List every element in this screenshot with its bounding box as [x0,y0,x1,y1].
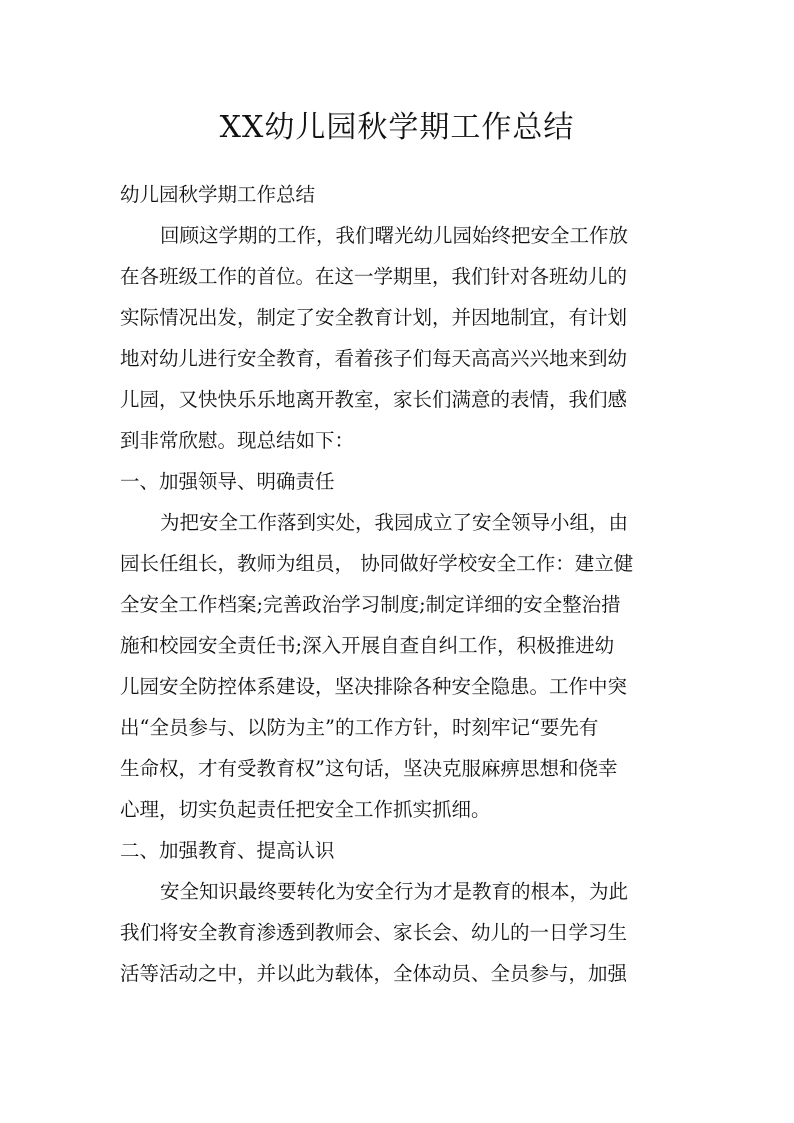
paragraph-line: 地对幼儿进行安全教育，看着孩子们每天高高兴兴地来到幼 [120,347,628,370]
paragraph-line: 活等活动之中，并以此为载体，全体动员、全员参与，加强 [120,962,628,985]
paragraph-line: 出“全员参与、以防为主”的工作方针，时刻牢记“要先有 [120,716,599,739]
paragraph-line: 儿园安全防控体系建设，坚决排除各种安全隐患。工作中突 [120,675,628,698]
section-heading: 二、加强教育、提高认识 [120,839,335,862]
paragraph-line: 安全知识最终要转化为安全行为才是教育的根本，为此 [160,880,629,903]
paragraph-line: 我们将安全教育渗透到教师会、家长会、幼儿的一日学习生 [120,921,628,944]
paragraph-line: 全安全工作档案;完善政治学习制度;制定详细的安全整治措 [120,593,621,616]
paragraph-line: 生命权，才有受教育权”这句话，坚决克服麻痹思想和侥幸 [120,757,618,780]
paragraph-line: 心理，切实负起责任把安全工作抓实抓细。 [120,798,491,821]
paragraph-line: 到非常欣慰。现总结如下： [120,429,355,452]
subtitle-line: 幼儿园秋学期工作总结 [120,183,316,206]
document-title: XX幼儿园秋学期工作总结 [219,110,575,145]
paragraph-line: 在各班级工作的首位。在这一学期里，我们针对各班幼儿的 [120,265,628,288]
paragraph-line: 园长任组长，教师为组员， 协同做好学校安全工作：建立健 [120,552,634,575]
paragraph-line: 回顾这学期的工作，我们曙光幼儿园始终把安全工作放 [160,224,629,247]
paragraph-line: 儿园，又快快乐乐地离开教室，家长们满意的表情，我们感 [120,388,628,411]
paragraph-line: 实际情况出发，制定了安全教育计划，并因地制宜，有计划 [120,306,628,329]
paragraph-line: 为把安全工作落到实处，我园成立了安全领导小组，由 [160,511,629,534]
paragraph-line: 施和校园安全责任书;深入开展自查自纠工作，积极推进幼 [120,634,615,657]
section-heading: 一、加强领导、明确责任 [120,470,335,493]
